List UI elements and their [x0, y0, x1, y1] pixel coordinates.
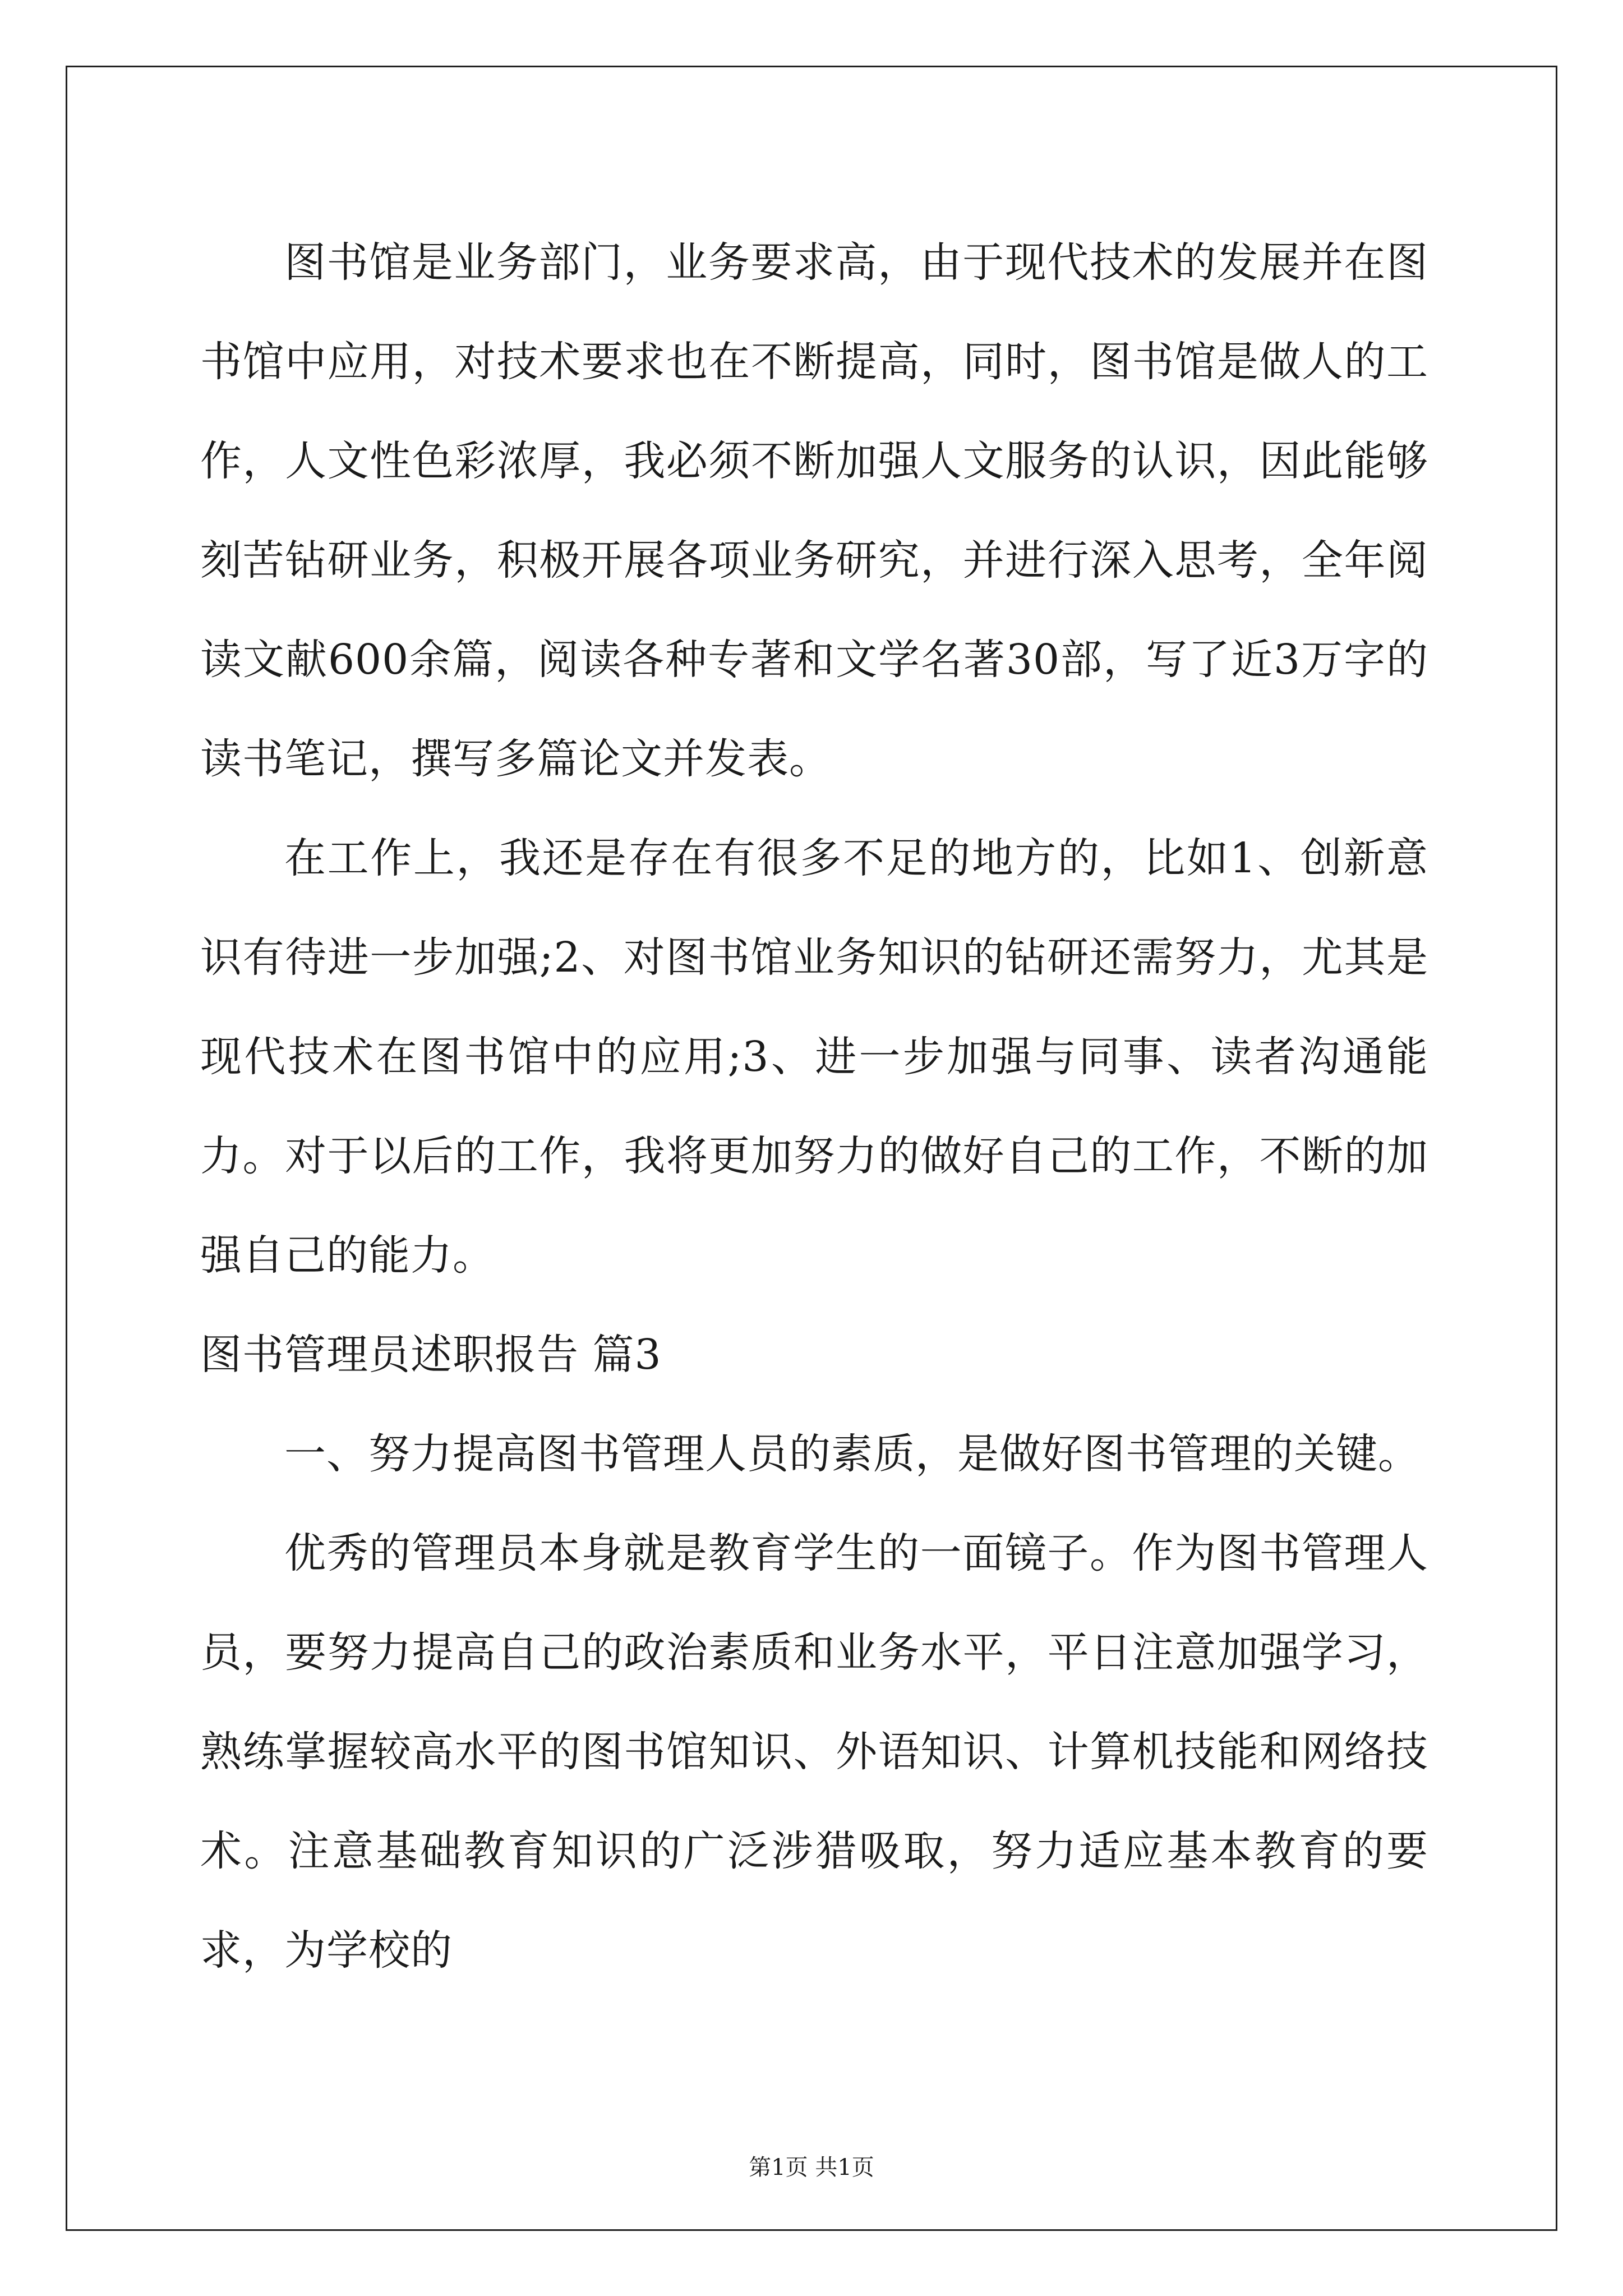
paragraph-point-one: 一、努力提高图书管理人员的素质，是做好图书管理的关键。	[284, 1430, 1420, 1478]
section-heading: 图书管理员述职报告 篇3	[200, 1331, 662, 1379]
paragraph-excellent-librarian: 优秀的管理员本身就是教育学生的一面镜子。作为图书管理人员，要努力提高自己的政治素质和业务水平，平日注意加强学习，熟练掌握较高水平的图书馆知识、外语知识、计算机技能和网络技术。注意基础教育知识的广泛涉猎吸取，努力适应基本教育的要求，为学校的	[200, 1529, 1428, 1975]
paragraph-library-business: 图书馆是业务部门，业务要求高，由于现代技术的发展并在图书馆中应用，对技术要求也在不断提高，同时，图书馆是做人的工作，人文性色彩浓厚，我必须不断加强人文服务的认识，因此能够刻苦钻研业务，积极开展各项业务研究，并进行深入思考，全年阅读文献600余篇，阅读各种专著和文学名著30部，写了近3万字的读书笔记，撰写多篇论文并发表。	[200, 238, 1428, 783]
page-number-footer: 第1页 共1页	[749, 2155, 874, 2180]
paragraph-shortcomings: 在工作上，我还是存在有很多不足的地方的，比如1、创新意识有待进一步加强;2、对图书馆业务知识的钻研还需努力，尤其是现代技术在图书馆中的应用;3、进一步加强与同事、读者沟通能力。对于以后的工作，我将更加努力的做好自己的工作，不断的加强自己的能力。	[200, 834, 1428, 1280]
document-body	[200, 213, 1428, 2000]
